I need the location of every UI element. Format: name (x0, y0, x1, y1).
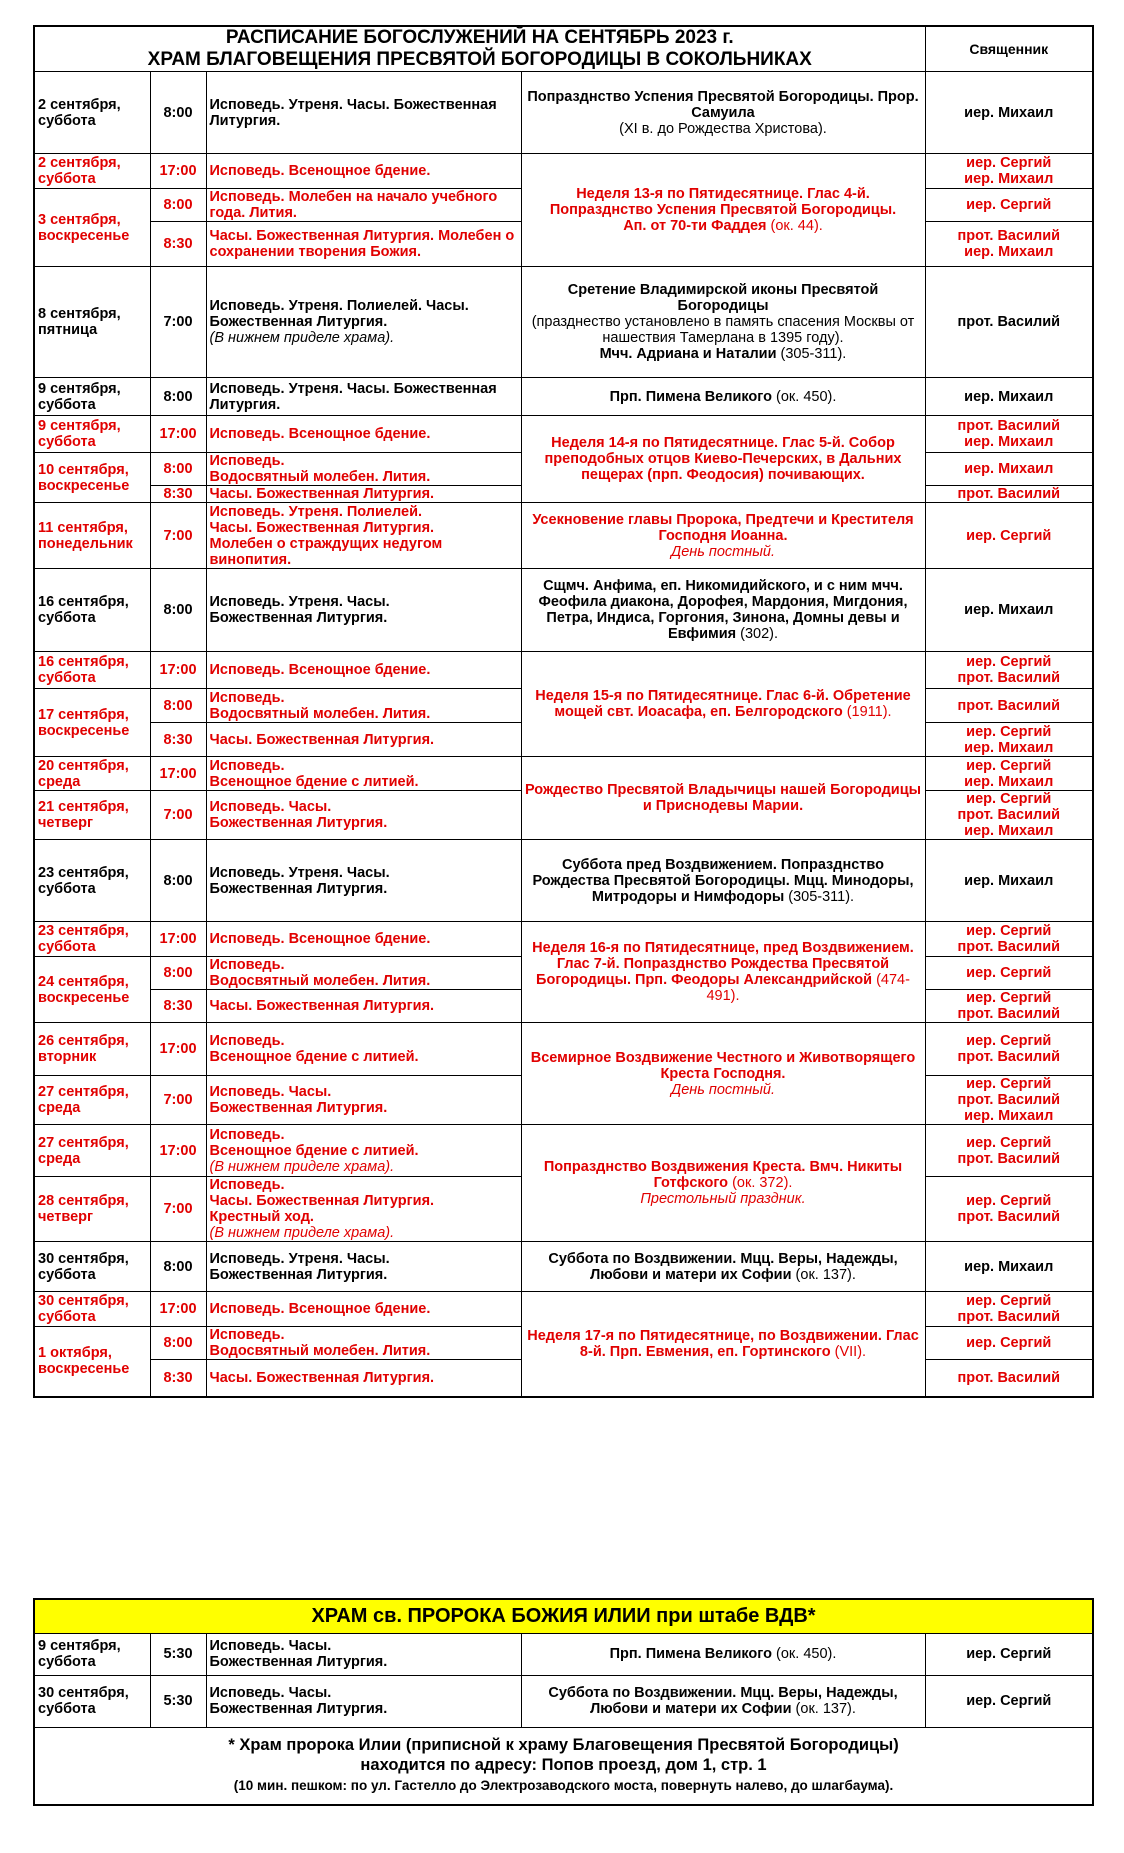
time-cell: 7:00 (150, 1177, 206, 1242)
feast-cell: Попразднство Воздвижения Креста. Вмч. Никиты Готфского (ок. 372). Престольный праздник. (521, 1125, 925, 1242)
date-cell: 2 сентября, суббота (34, 154, 150, 189)
priest-cell: иер. Сергий иер. Михаил (925, 757, 1093, 791)
date-cell: 30 сентября, суббота (34, 1292, 150, 1327)
service-cell: Исповедь. Водосвятный молебен. Лития. (206, 957, 521, 990)
priest-cell: иер. Сергий прот. Василий (925, 922, 1093, 957)
service-cell: Исповедь. Утреня. Часы. Божественная Литургия. (206, 378, 521, 416)
service-cell: Исповедь. Утреня. Часы. Божественная Литургия. (206, 840, 521, 922)
time-cell: 17:00 (150, 416, 206, 453)
time-cell: 8:00 (150, 689, 206, 723)
feast-cell: Неделя 15-я по Пятидесятнице. Глас 6-й. Обретение мощей свт. Иоасафа, еп. Белгородского (1911). (521, 652, 925, 757)
priest-cell: иер. Сергий прот. Василий (925, 1292, 1093, 1327)
time-cell: 7:00 (150, 1076, 206, 1125)
service-cell: Исповедь. Всенощное бдение. (206, 652, 521, 689)
time-cell: 8:00 (150, 72, 206, 154)
service-cell: Исповедь. Всенощное бдение. (206, 1292, 521, 1327)
priest-cell: иер. Михаил (925, 569, 1093, 652)
time-cell: 8:30 (150, 486, 206, 503)
priest-cell: иер. Сергий прот. Василий иер. Михаил (925, 1076, 1093, 1125)
priest-cell: иер. Сергий прот. Василий (925, 1125, 1093, 1177)
table-row (34, 1125, 1093, 1177)
date-cell: 27 сентября, среда (34, 1076, 150, 1125)
service-cell: Часы. Божественная Литургия. (206, 990, 521, 1023)
date-cell: 2 сентября, суббота (34, 72, 150, 154)
service-cell: Исповедь. Часы. Божественная Литургия. (206, 791, 521, 840)
priest-cell: иер. Сергий иер. Михаил (925, 154, 1093, 189)
time-cell: 8:00 (150, 569, 206, 652)
table-row (34, 922, 1093, 957)
time-cell: 8:00 (150, 189, 206, 222)
service-cell: Исповедь. Часы. Божественная Литургия. (206, 1675, 521, 1727)
table-row (34, 1242, 1093, 1292)
time-cell: 8:00 (150, 1327, 206, 1360)
time-cell: 17:00 (150, 652, 206, 689)
time-cell: 17:00 (150, 922, 206, 957)
feast-cell: Суббота по Воздвижении. Мцц. Веры, Надежды, Любови и матери их Софии (ок. 137). (521, 1675, 925, 1727)
priest-cell: иер. Сергий прот. Василий (925, 1177, 1093, 1242)
time-cell: 8:00 (150, 378, 206, 416)
time-cell: 8:30 (150, 1360, 206, 1397)
priest-cell: иер. Сергий прот. Василий (925, 990, 1093, 1023)
service-cell: Исповедь. Всенощное бдение с литией. (206, 1023, 521, 1076)
table-header-row (34, 26, 1093, 72)
date-cell: 26 сентября, вторник (34, 1023, 150, 1076)
feast-cell: Всемирное Воздвижение Честного и Животворящего Креста Господня. День постный. (521, 1023, 925, 1125)
time-cell: 17:00 (150, 1023, 206, 1076)
priest-cell: иер. Михаил (925, 453, 1093, 486)
date-cell: 8 сентября, пятница (34, 267, 150, 378)
time-cell: 8:00 (150, 1242, 206, 1292)
section-title-row (34, 1599, 1093, 1633)
service-cell: Исповедь. Водосвятный молебен. Лития. (206, 689, 521, 723)
priest-cell: иер. Сергий прот. Василий (925, 1023, 1093, 1076)
time-cell: 5:30 (150, 1633, 206, 1675)
service-cell: Часы. Божественная Литургия. (206, 1360, 521, 1397)
date-cell: 9 сентября, суббота (34, 416, 150, 453)
service-cell: Исповедь. Всенощное бдение. (206, 416, 521, 453)
table-row (34, 1023, 1093, 1076)
table-row (34, 267, 1093, 378)
service-cell: Часы. Божественная Литургия. Молебен о сохранении творения Божия. (206, 222, 521, 267)
date-cell: 3 сентября, воскресенье (34, 189, 150, 267)
date-cell: 9 сентября, суббота (34, 1633, 150, 1675)
priest-cell: иер. Сергий (925, 1327, 1093, 1360)
table-row (34, 72, 1093, 154)
feast-cell: Сщмч. Анфима, еп. Никомидийского, и с ним мчч. Феофила диакона, Дорофея, Мардония, Мигдония, Петра, Индиса, Горгония, Зинона, Домны девы и Евфимия (302). (521, 569, 925, 652)
date-cell: 30 сентября, суббота (34, 1675, 150, 1727)
section-title: ХРАМ св. ПРОРОКА БОЖИЯ ИЛИИ при штабе ВДВ* (34, 1599, 1093, 1633)
date-cell: 20 сентября, среда (34, 757, 150, 791)
priest-cell: прот. Василий иер. Михаил (925, 416, 1093, 453)
service-cell: Исповедь. Утреня. Часы. Божественная Литургия. (206, 72, 521, 154)
feast-cell: Неделя 16-я по Пятидесятнице, пред Воздвижением. Глас 7-й. Попразднство Рождества Пресвятой Богородицы. Прп. Феодоры Александрийской (474-491). (521, 922, 925, 1023)
priest-cell: иер. Сергий прот. Василий иер. Михаил (925, 791, 1093, 840)
priest-cell: иер. Михаил (925, 840, 1093, 922)
time-cell: 8:30 (150, 222, 206, 267)
table-row (34, 757, 1093, 791)
table-row (34, 1675, 1093, 1727)
priest-cell: прот. Василий иер. Михаил (925, 222, 1093, 267)
service-cell: Исповедь. Утреня. Полиелей. Часы. Божественная Литургия. Молебен о страждущих недугом винопития. (206, 503, 521, 569)
feast-cell: Суббота по Воздвижении. Мцц. Веры, Надежды, Любови и матери их Софии (ок. 137). (521, 1242, 925, 1292)
date-cell: 24 сентября, воскресенье (34, 957, 150, 1023)
date-cell: 27 сентября, среда (34, 1125, 150, 1177)
priest-column-header: Священник (925, 26, 1093, 72)
address-footnote: * Храм пророка Илии (приписной к храму Благовещения Пресвятой Богородицы) находится по адресу: Попов проезд, дом 1, стр. 1 (10 мин. пешком: по ул. Гастелло до Электрозаводского моста, повернуть налево, до шлагбаума). (34, 1727, 1093, 1805)
time-cell: 8:00 (150, 840, 206, 922)
feast-cell: Рождество Пресвятой Владычицы нашей Богородицы и Приснодевы Марии. (521, 757, 925, 840)
service-cell: Исповедь. Утреня. Часы. Божественная Литургия. (206, 569, 521, 652)
feast-cell: Прп. Пимена Великого (ок. 450). (521, 1633, 925, 1675)
feast-cell: Усекновение главы Пророка, Предтечи и Крестителя Господня Иоанна. День постный. (521, 503, 925, 569)
time-cell: 17:00 (150, 757, 206, 791)
time-cell: 17:00 (150, 1125, 206, 1177)
ilia-church-table (33, 1598, 1094, 1806)
feast-cell: Прп. Пимена Великого (ок. 450). (521, 378, 925, 416)
feast-cell: Сретение Владимирской иконы Пресвятой Богородицы (празднество установлено в память спасения Москвы от нашествия Тамерлана в 1395 году). Мчч. Адриана и Наталии (305-311). (521, 267, 925, 378)
time-cell: 8:00 (150, 453, 206, 486)
priest-cell: иер. Сергий (925, 189, 1093, 222)
page-title: РАСПИСАНИЕ БОГОСЛУЖЕНИЙ НА СЕНТЯБРЬ 2023 г. ХРАМ БЛАГОВЕЩЕНИЯ ПРЕСВЯТОЙ БОГОРОДИЦЫ В СОКОЛЬНИКАХ (34, 26, 925, 72)
date-cell: 21 сентября, четверг (34, 791, 150, 840)
service-cell: Исповедь. Часы. Божественная Литургия. (206, 1633, 521, 1675)
service-cell: Исповедь. Молебен на начало учебного года. Лития. (206, 189, 521, 222)
time-cell: 17:00 (150, 154, 206, 189)
table-row (34, 503, 1093, 569)
date-cell: 17 сентября, воскресенье (34, 689, 150, 757)
priest-cell: иер. Сергий иер. Михаил (925, 723, 1093, 757)
service-cell: Часы. Божественная Литургия. (206, 486, 521, 503)
table-row (34, 569, 1093, 652)
service-cell: Исповедь. Утреня. Полиелей. Часы. Божественная Литургия. (В нижнем приделе храма). (206, 267, 521, 378)
date-cell: 11 сентября, понедельник (34, 503, 150, 569)
priest-cell: иер. Сергий (925, 1633, 1093, 1675)
feast-cell: Неделя 13-я по Пятидесятнице. Глас 4-й. Попразднство Успения Пресвятой Богородицы. Ап. от 70-ти Фаддея (ок. 44). (521, 154, 925, 267)
time-cell: 7:00 (150, 791, 206, 840)
time-cell: 5:30 (150, 1675, 206, 1727)
time-cell: 17:00 (150, 1292, 206, 1327)
time-cell: 8:00 (150, 957, 206, 990)
priest-cell: прот. Василий (925, 267, 1093, 378)
priest-cell: иер. Михаил (925, 378, 1093, 416)
service-cell: Исповедь. Всенощное бдение. (206, 922, 521, 957)
table-row (34, 378, 1093, 416)
priest-cell: прот. Василий (925, 689, 1093, 723)
time-cell: 8:30 (150, 723, 206, 757)
priest-cell: иер. Михаил (925, 72, 1093, 154)
priest-cell: иер. Сергий (925, 957, 1093, 990)
date-cell: 23 сентября, суббота (34, 922, 150, 957)
footnote-row (34, 1727, 1093, 1805)
service-cell: Исповедь. Часы. Божественная Литургия. (206, 1076, 521, 1125)
service-cell: Исповедь. Всенощное бдение с литией. (В нижнем приделе храма). (206, 1125, 521, 1177)
table-row (34, 840, 1093, 922)
date-cell: 1 октября, воскресенье (34, 1327, 150, 1397)
priest-cell: иер. Сергий (925, 503, 1093, 569)
date-cell: 9 сентября, суббота (34, 378, 150, 416)
date-cell: 30 сентября, суббота (34, 1242, 150, 1292)
date-cell: 10 сентября, воскресенье (34, 453, 150, 503)
priest-cell: прот. Василий (925, 1360, 1093, 1397)
table-row (34, 416, 1093, 453)
service-cell: Исповедь. Водосвятный молебен. Лития. (206, 1327, 521, 1360)
table-row (34, 154, 1093, 189)
priest-cell: иер. Сергий прот. Василий (925, 652, 1093, 689)
table-row (34, 1292, 1093, 1327)
service-cell: Исповедь. Всенощное бдение с литией. (206, 757, 521, 791)
feast-cell: Неделя 17-я по Пятидесятнице, по Воздвижении. Глас 8-й. Прп. Евмения, еп. Гортинского (VII). (521, 1292, 925, 1397)
service-cell: Исповедь. Утреня. Часы. Божественная Литургия. (206, 1242, 521, 1292)
table-row (34, 1633, 1093, 1675)
time-cell: 7:00 (150, 503, 206, 569)
feast-cell: Попразднство Успения Пресвятой Богородицы. Прор. Самуила (XI в. до Рождества Христова). (521, 72, 925, 154)
feast-cell: Неделя 14-я по Пятидесятнице. Глас 5-й. Собор преподобных отцов Киево-Печерских, в Дальних пещерах (прп. Феодосия) почивающих. (521, 416, 925, 503)
service-cell: Часы. Божественная Литургия. (206, 723, 521, 757)
priest-cell: иер. Сергий (925, 1675, 1093, 1727)
priest-cell: иер. Михаил (925, 1242, 1093, 1292)
date-cell: 23 сентября, суббота (34, 840, 150, 922)
time-cell: 8:30 (150, 990, 206, 1023)
date-cell: 28 сентября, четверг (34, 1177, 150, 1242)
date-cell: 16 сентября, суббота (34, 569, 150, 652)
service-cell: Исповедь. Водосвятный молебен. Лития. (206, 453, 521, 486)
schedule-table (33, 25, 1094, 1398)
service-cell: Исповедь. Часы. Божественная Литургия. Крестный ход. (В нижнем приделе храма). (206, 1177, 521, 1242)
service-cell: Исповедь. Всенощное бдение. (206, 154, 521, 189)
time-cell: 7:00 (150, 267, 206, 378)
feast-cell: Суббота пред Воздвижением. Попразднство Рождества Пресвятой Богородицы. Мцц. Минодоры, Митродоры и Нимфодоры (305-311). (521, 840, 925, 922)
priest-cell: прот. Василий (925, 486, 1093, 503)
table-row (34, 652, 1093, 689)
date-cell: 16 сентября, суббота (34, 652, 150, 689)
